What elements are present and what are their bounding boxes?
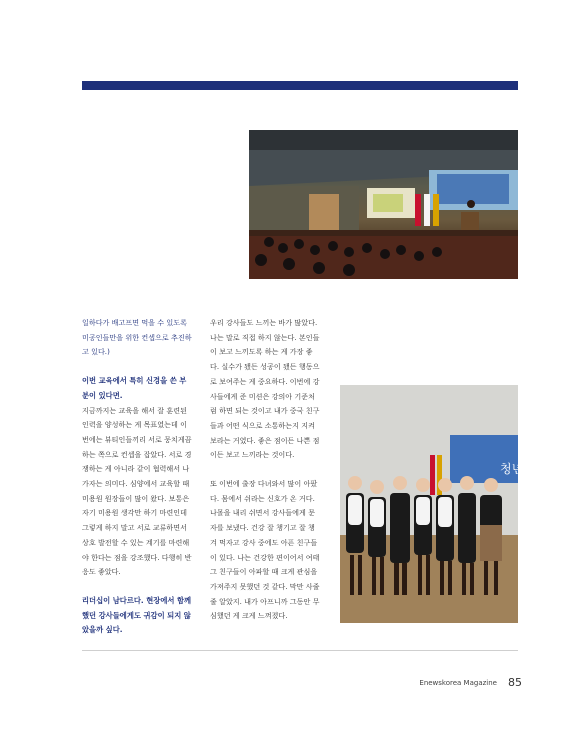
paragraph: 일하다가 배고프면 먹을 수 있도록 미공인들만을 위한 컨셉으로 추진하고 있다.) [82, 318, 192, 357]
paragraph: 우리 강사들도 느끼는 바가 많았다. 나는 말로 직접 하지 않는다. 본인들이 보고 느끼도록 하는 게 가장 좋다. 실수가 됐든 성공이 됐든 행동으로 보여주는 게 중요하다. 이번에 강사들에게 준 미션은 강의아 기준처럼 하면 되는 것이고 내가 중국 친구들과 어떤 식으로 소통하는지 지켜보라는 거였다. 좋은 점이든 나쁜 점이든 보고 느끼라는 것이다. [210, 318, 320, 460]
group-photo [340, 385, 524, 623]
question-heading: 리더십이 남다르다. 현장에서 함께했던 강사들에게도 귀감이 되지 않았을까 싶다. [82, 595, 192, 635]
page-number: 85 [508, 676, 522, 689]
header-bar [82, 81, 518, 90]
magazine-name: Enewskorea Magazine [419, 679, 497, 687]
paragraph: 지금까지는 교육을 해서 잘 훈련된 인력을 양성하는 게 목표였는데 이번에는 뷰티인들끼리 서로 뭉치게끔 하는 쪽으로 컨셉을 잡았다. 서로 경쟁하는 게 아니라 같이 협력해서 나가자는 의미다. 심양에서 교육할 때 미용원 원장들이 많이 왔다. 보통은 자기 미용원 생각만 하기 마련인데 그렇게 하지 말고 서로 교류하면서 상호 발전할 수 있는 계기를 마련해야 한다는 점을 강조했다. 다행히 반응도 좋았다. [82, 405, 192, 577]
footer-divider [82, 650, 518, 651]
text-column-left [82, 316, 192, 638]
paragraph: 또 이번에 출장 다녀와서 많이 아팠다. 몸에서 쉬라는 신호가 온 거다. 나몰을 내리 쉬면서 강사들에게 문자를 보냈다. 건강 잘 챙기고 잘 챙겨 먹자고 강사 중에도 아픈 친구들이 있다. 나는 건강한 편이어서 여태 그 친구들이 아파할 때 크게 관심을 가져주지 못했던 것 같다. 막만 사줄 줄 알았지. 내가 아프니까 그동안 무심했던 게 크게 느껴졌다. [210, 479, 320, 621]
text-column-right [210, 316, 320, 624]
banner-text: 청년 [500, 462, 524, 476]
seminar-photo [249, 130, 518, 279]
question-heading: 이번 교육에서 특히 신경을 쓴 부분이 있다면. [82, 376, 187, 400]
